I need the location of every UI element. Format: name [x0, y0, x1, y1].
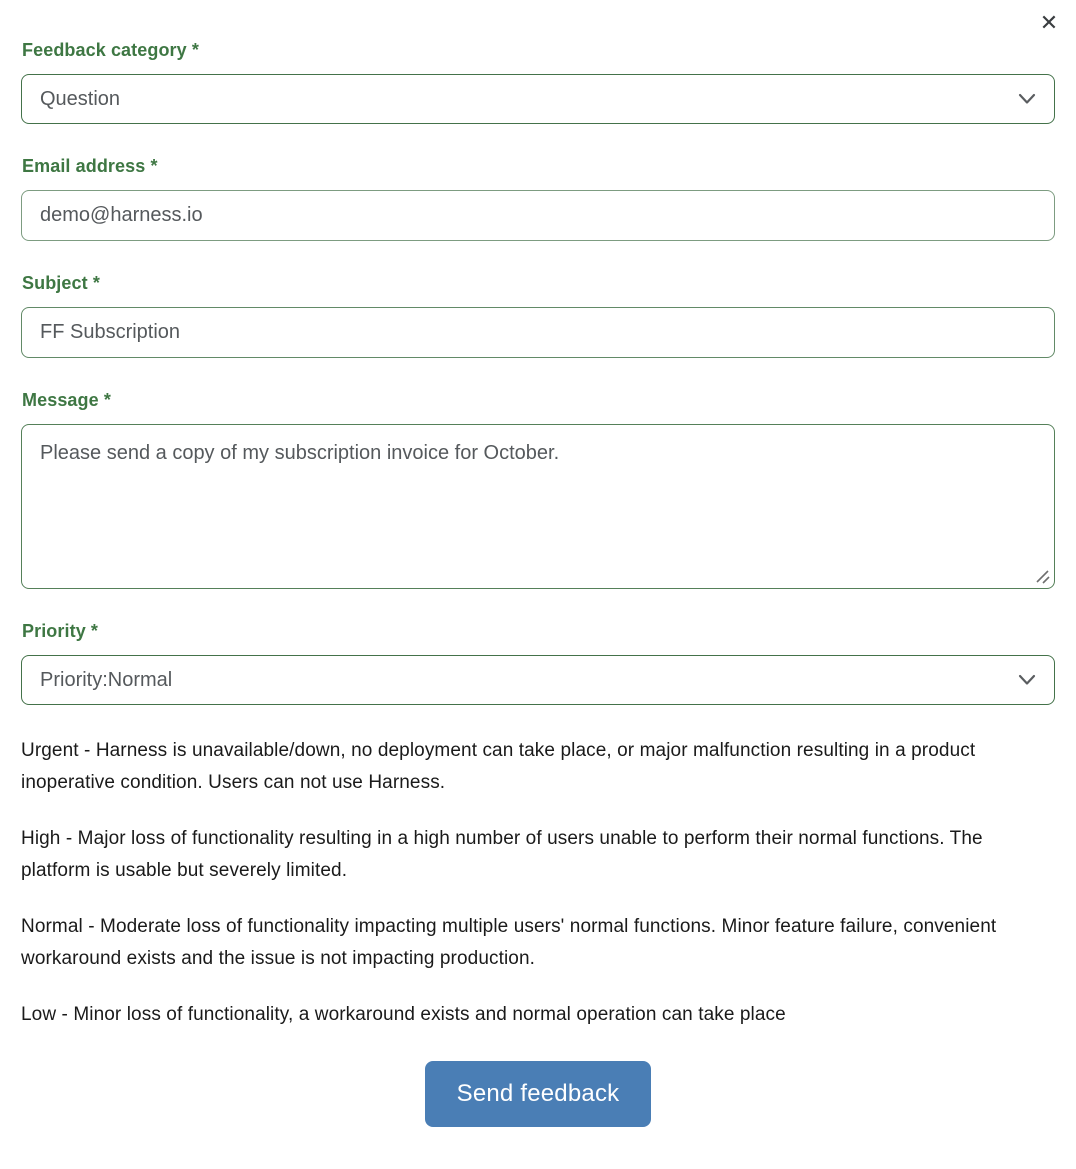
priority-description-low: Low - Minor loss of functionality, a workaround exists and normal operation can take place [21, 1004, 786, 1025]
feedback-category-label: Feedback category * [22, 40, 199, 60]
subject-label: Subject * [22, 273, 100, 293]
priority-descriptions [21, 735, 1055, 1031]
button-row [21, 1061, 1055, 1149]
message-field-block [21, 390, 1055, 589]
email-label: Email address * [22, 156, 158, 176]
close-icon: ✕ [1039, 10, 1059, 35]
subject-field-block [21, 273, 1055, 358]
priority-select[interactable] [21, 655, 1055, 705]
message-textarea[interactable] [21, 424, 1055, 589]
priority-label: Priority * [22, 621, 99, 641]
priority-field-block [21, 621, 1055, 705]
email-input[interactable] [21, 190, 1055, 241]
priority-description-normal: Normal - Moderate loss of functionality impacting multiple users' normal functions. Minor feature failure, convenient workaround exists and the issue is not impacting production. [21, 916, 997, 969]
feedback-category-select[interactable] [21, 74, 1055, 124]
send-feedback-button[interactable]: Send feedback [425, 1061, 652, 1127]
feedback-category-value: Question [40, 87, 121, 110]
subject-input[interactable] [21, 307, 1055, 358]
feedback-category-field [21, 40, 1055, 124]
message-textarea-wrap [21, 424, 1055, 589]
email-field-block [21, 156, 1055, 241]
priority-value: Priority:Normal [40, 668, 173, 691]
chevron-down-icon [1018, 93, 1036, 105]
close-button[interactable] [1034, 8, 1064, 38]
priority-description-urgent: Urgent - Harness is unavailable/down, no deployment can take place, or major malfunction resulting in a product inoperative condition. Users can not use Harness. [21, 740, 976, 793]
message-label: Message * [22, 390, 111, 410]
resize-handle-icon[interactable] [1036, 570, 1050, 584]
chevron-down-icon [1018, 674, 1036, 686]
priority-description-high: High - Major loss of functionality resulting in a high number of users unable to perform their normal functions. The platform is usable but severely limited. [21, 828, 983, 881]
